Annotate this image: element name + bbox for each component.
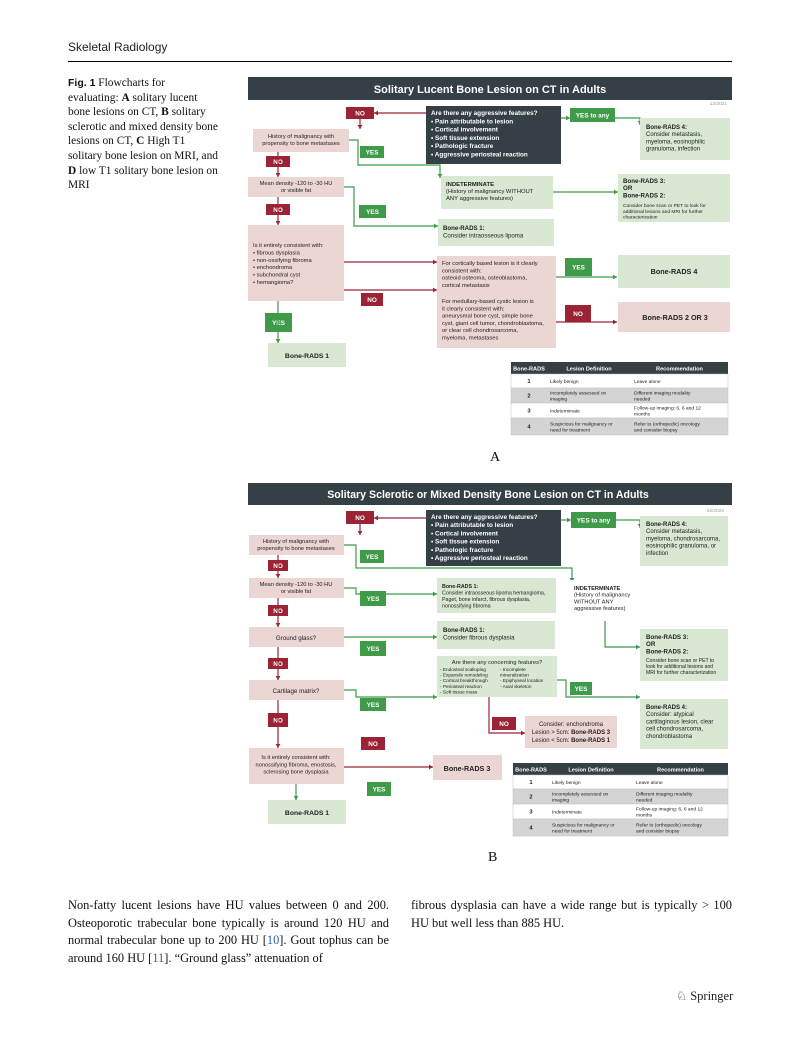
fig-b-aggressive-line-3: • Soft tissue extension — [431, 538, 500, 546]
fig-a-bone4-top-line-0: Bone-RADS 4: — [646, 125, 688, 131]
fig-a-history-line-1: propensity to bone metastases — [262, 141, 340, 147]
fig-b-bone1-lipoma-line-2: Paget, bone infarct, fibrous dysplasia, — [442, 597, 531, 603]
fig-b-table-cell-0-2-0: Leave alone — [636, 781, 663, 786]
fig-b-concerning-right-line-0: - Incomplete — [500, 667, 526, 672]
fig-a-aggressive-line-5: • Aggressive periosteal reaction — [431, 151, 528, 159]
fig-b-indeterminate-line-2: WITHOUT ANY — [574, 599, 614, 606]
fig-a-consistent-line-5: • hemangioma? — [253, 280, 294, 286]
fig-b-indeterminate-line-1: (History of malignancy — [574, 592, 631, 599]
fig-b-bone3or2-body-line-1: look for additional lesions and — [646, 664, 714, 670]
fig-b-enchondroma-line-0: Consider: enchondroma — [538, 722, 604, 728]
fig-b-aggressive-line-4: • Pathologic fracture — [431, 546, 494, 554]
springer-horse-icon: ♘ — [676, 989, 688, 1003]
fig-b-table-header-0: Bone-RADS — [515, 767, 547, 774]
body-column-right — [411, 897, 732, 932]
fig-a-consistent-line-0: Is it entirely consistent with: — [253, 243, 324, 249]
fig-a-medullary-line-4: or clear cell chondrosarcoma, — [442, 328, 519, 335]
fig-a-table-cell-2-2-1: months — [634, 412, 651, 418]
fig-a-date: 12/2021 — [709, 102, 727, 107]
fig-a-no-4-label: NO — [367, 296, 377, 304]
fig-a-bone1-lipoma-line-0: Bone-RADS 1: — [443, 225, 485, 232]
fig-a-bone3or2-head-line-0: Bone-RADS 3: — [623, 178, 666, 185]
fig-a-cortical-line-0: For cortically based lesion is it clearly — [442, 261, 538, 267]
fig-a-no-3-label: NO — [273, 206, 283, 214]
fig-a-medullary-line-5: myeloma, metastases — [442, 335, 499, 342]
fig-b-table-cell-0-0-0: 1 — [529, 780, 533, 786]
fig-a-medullary-line-3: cyst, giant cell tumor, chondroblastoma, — [442, 320, 544, 327]
fig-b-yes-2-label: YES — [366, 595, 380, 603]
fig-b-enchondroma-line-2: Lesion < 5cm: Bone-RADS 1 — [531, 738, 611, 744]
fig-b-table-cell-2-2-0: Follow-up imaging: 6, 6 and 12 — [636, 807, 703, 813]
fig-b-concerning-left-line-3: - Periosteal reaction — [440, 683, 482, 689]
fig-b-concerning-left-line-1: - Expansile remodeling — [440, 672, 488, 678]
fig-b-table-cell-1-2-0: Different imaging modality — [636, 792, 693, 798]
fig-a-no-5-label: NO — [573, 310, 583, 318]
fig-b-enchondroma-line-1: Lesion > 5cm: Bone-RADS 3 — [531, 730, 611, 736]
fig-a-table-cell-2-1-0: Indeterminate — [550, 409, 580, 415]
fig-b-bone4-top-line-1: Consider metastasis, — [646, 529, 703, 536]
fig-a-density-box — [248, 177, 344, 197]
fig-b-bone4-atyp-line-1: Consider: atypical — [646, 712, 694, 719]
fig-b-table-header-1: Lesion Definition — [568, 767, 614, 774]
fig-a-table-row-0 — [511, 374, 728, 388]
fig-a-consistent-line-3: • enchondroma — [253, 265, 293, 272]
fig-b-table-cell-1-0-0: 2 — [529, 794, 533, 801]
fig-b-bone1-bottom: Bone-RADS 1 — [284, 810, 330, 817]
fig-b-yes-any-label: YES to any — [576, 517, 611, 525]
fig-b-table-header-2: Recommendation — [657, 767, 704, 774]
fig-b-concerning-right-line-1: mineralization — [500, 672, 529, 678]
fig-b-yes-1-label: YES — [365, 553, 379, 561]
fig-b-table-cell-3-2-0: Refer to (orthopedic) oncology — [636, 823, 702, 829]
fig-b-history-line-0: History of malignancy with — [262, 539, 330, 545]
fig-a-bone3or2-head-line-1: OR — [623, 185, 633, 193]
fig-a-yes-3-label: YES — [572, 264, 585, 272]
fig-a-no-2-label: NO — [273, 158, 283, 166]
fig-b-concerning-right-line-2: - Epiphyseal location — [500, 678, 544, 684]
fig-a-table-cell-2-0-0: 3 — [527, 408, 531, 415]
fig-a-yes-2-label: YES — [366, 208, 379, 216]
fig-a-title: Solitary Lucent Bone Lesion on CT in Adults — [373, 84, 607, 96]
fig-a-yes-any-label: YES to any — [575, 112, 610, 120]
fig-a-bone4-top-line-3: granuloma, infection — [646, 146, 701, 153]
fig-b-density-box — [249, 578, 344, 598]
fig-a-table-cell-0-2-0: Leave alone — [634, 380, 661, 385]
fig-a-bone1-bottom: Bone-RADS 1 — [284, 353, 330, 360]
fig-a-consistent-line-4: • subchondral cyst — [253, 272, 301, 279]
fig-a-table-row-1 — [511, 388, 728, 403]
fig-b-no-2-label: NO — [273, 562, 283, 570]
caption-part-6: High T1 solitary bone lesion on MRI, and — [68, 135, 218, 162]
fig-b-table-cell-2-1-0: Indeterminate — [552, 810, 582, 816]
fig-a-bone3or2-head-line-2: Bone-RADS 2: — [623, 192, 666, 200]
fig-b-bone3or2-head-line-2: Bone-RADS 2: — [646, 648, 689, 656]
fig-a-aggressive-line-3: • Soft tissue extension — [431, 134, 500, 142]
fig-b-bone1-lipoma-line-3: nonossifying fibroma — [442, 603, 491, 610]
fig-a-table-cell-3-1-1: need for treatment — [550, 428, 590, 434]
figure-caption — [68, 76, 218, 193]
fig-a-bone4-top-line-2: myeloma, eosinophilic — [646, 139, 706, 146]
body-left-text-2: ]. Gout tophus can be around 160 HU [ — [68, 933, 389, 965]
fig-a-table-cell-1-2-0: Different imaging modality — [634, 391, 691, 397]
fig-b-bone4-top-line-0: Bone-RADS 4: — [646, 522, 688, 528]
fig-b-no-5-label: NO — [273, 717, 283, 725]
fig-b-table-cell-3-2-1: and consider biopsy — [636, 829, 680, 835]
fig-a-medullary-line-2: aneurysmal bone cyst, simple bone — [442, 313, 533, 320]
fig-b-table-cell-0-1-0: Likely benign — [552, 781, 581, 786]
fig-a-table-cell-1-2-1: needed — [634, 397, 651, 403]
fig-b-aggressive-line-5: • Aggressive periosteal reaction — [431, 555, 528, 562]
fig-b-bone1-lipoma-line-0: Bone-RADS 1: — [442, 584, 479, 590]
fig-b-bone1-fd-line-1: Consider fibrous dysplasia — [443, 634, 515, 642]
body-left-text-4: ]. “Ground glass” attenuation of — [164, 950, 323, 965]
fig-a-indeterminate-line-1: (History of malignancy WITHOUT — [446, 189, 534, 195]
fig-a-aggressive-line-0: Are there any aggressive features? — [431, 110, 538, 117]
fig-b-bone1-fd-line-0: Bone-RADS 1: — [443, 627, 485, 634]
fig-b-density-line-1: or visible fat — [280, 589, 312, 595]
fig-a-medullary-line-1: it clearly consistent with: — [442, 306, 505, 313]
fig-b-concerning-title: Are there any concerning features? — [451, 660, 543, 666]
header-rule — [68, 61, 732, 62]
fig-a-bone3or2-body-line-2: characterization — [623, 215, 658, 221]
fig-a-table-cell-2-2-0: Follow-up imaging: 6, 6 and 12 — [634, 406, 701, 412]
fig-a-bone3or2-body-line-1: additional lesions and MRI for further — [623, 209, 703, 215]
caption-part-4: solitary sclerotic and mixed density bone lesions on CT, — [68, 106, 218, 148]
fig-b-bone4-atyp-line-3: cell chondrosarcoma, — [646, 726, 704, 733]
fig-b-table-row-0 — [513, 775, 728, 789]
fig-b-yes-3-label: YES — [366, 645, 380, 653]
fig-a-aggressive-line-1: • Pain attributable to lesion — [431, 118, 514, 126]
fig-a-consistent-line-1: • fibrous dysplasia — [253, 250, 300, 257]
fig-a-bone1-lipoma-line-1: Consider intraosseous lipoma — [443, 232, 524, 240]
caption-part-1: A — [121, 91, 130, 104]
fig-a-bone4-right: Bone-RADS 4 — [650, 267, 698, 276]
subfigure-label-b: B — [488, 850, 498, 865]
fig-b-table-cell-2-2-1: months — [636, 813, 653, 819]
body-column-left — [68, 897, 389, 967]
fig-b-concerning-left-line-0: - Endosteal scalloping — [440, 667, 486, 672]
fig-b-bone3or2-head-line-1: OR — [646, 641, 656, 649]
fig-b-yes-4-label: YES — [574, 685, 588, 693]
fig-a-yes-1-label: YES — [365, 149, 379, 157]
fig-a-bone2or3: Bone-RADS 2 OR 3 — [642, 313, 708, 322]
fig-b-concerning-left-line-2: - Cortical breakthrough — [440, 678, 488, 684]
fig-b-concerning-right-line-3: - Axial skeleton — [500, 683, 532, 689]
caption-part-0: Flowcharts for evaluating: — [68, 77, 166, 104]
fig-a-table-cell-3-0-0: 4 — [527, 424, 531, 431]
fig-b-table-cell-3-1-1: need for treatment — [552, 829, 592, 835]
fig-b-density-line-0: Mean density -120 to -30 HU — [259, 582, 333, 588]
fig-b-date: 02/2022 — [706, 509, 724, 514]
fig-b-bone4-top-line-3: eosinophilic granuloma, or — [646, 543, 717, 550]
fig-b-bone3: Bone-RADS 3 — [443, 764, 491, 773]
fig-a-table-cell-1-1-0: Incompletely assessed on — [550, 391, 607, 397]
fig-a-yes-bottom-label: YES — [272, 319, 285, 327]
fig-b-table-cell-1-1-1: imaging — [552, 798, 570, 804]
fig-a-table-cell-0-0-0: 1 — [527, 379, 531, 385]
fig-a-cortical-line-1: consistent with: — [442, 268, 482, 275]
fig-b-bone4-atyp-line-4: chondroblastoma — [646, 733, 693, 740]
body-right-text-0: fibrous dysplasia can have a wide range but is typically > 100 HU but well less than 885 HU. — [411, 898, 732, 930]
fig-a-aggressive-line-4: • Pathologic fracture — [431, 143, 494, 151]
fig-b-consistent-line-2: sclerosing bone dysplasia — [263, 769, 329, 776]
fig-a-aggressive-line-2: • Cortical involvement — [431, 126, 498, 134]
fig-b-consistent-line-0: Is it entirely consistent with: — [261, 755, 331, 761]
fig-b-aggressive-line-0: Are there any aggressive features? — [431, 514, 538, 521]
journal-name: Skeletal Radiology — [68, 40, 168, 54]
publisher-footer — [676, 988, 733, 1004]
fig-b-bone3or2-body-line-2: MRI for further characterization — [646, 670, 717, 676]
publisher-name: Springer — [690, 989, 734, 1003]
fig-b-bone3or2-head-line-0: Bone-RADS 3: — [646, 634, 689, 641]
fig-a-table-cell-0-1-0: Likely benign — [550, 380, 579, 385]
fig-a-table-cell-3-2-0: Refer to (orthopedic) oncology — [634, 422, 700, 428]
caption-part-2: solitary lucent bone lesions on CT, — [68, 91, 198, 119]
fig-b-bone4-atyp-line-2: cartilaginous lesion, clear — [646, 719, 714, 726]
fig-b-consistent-line-1: nonossifying fibroma, enostosis, — [255, 762, 337, 769]
fig-b-table-cell-2-0-0: 3 — [529, 809, 533, 816]
fig-b-bone4-top-line-4: infection — [646, 550, 669, 557]
fig-b-no-3-label: NO — [273, 607, 283, 615]
subfigure-label-a: A — [490, 450, 501, 465]
body-left-text-0: Non-fatty lucent lesions have HU values between 0 and 200. Osteoporotic trabecular bone typically is around 120 HU and normal trabecular bone up to 200 HU [ — [68, 898, 389, 947]
fig-b-bone4-atyp-line-0: Bone-RADS 4: — [646, 705, 688, 711]
fig-b-no-1-label: NO — [355, 514, 365, 522]
fig-b-table-cell-1-2-1: needed — [636, 798, 653, 804]
caption-text — [68, 77, 218, 191]
fig-a-table-header-2: Recommendation — [656, 366, 703, 373]
fig-b-table-cell-3-1-0: Suspicious for malignancy or — [552, 823, 615, 829]
fig-a-indeterminate-line-2: ANY aggressive features) — [446, 196, 514, 202]
fig-b-indeterminate-line-0: INDETERMINATE — [574, 586, 621, 592]
fig-a-table-header-1: Lesion Definition — [566, 366, 612, 373]
fig-b-table-cell-3-0-0: 4 — [529, 825, 533, 832]
fig-a-consistent-line-2: • non-ossifying fibroma — [253, 257, 312, 264]
fig-b-concerning-left-line-4: - Soft tissue mass — [440, 689, 478, 695]
fig-b-aggressive-line-2: • Cortical involvement — [431, 530, 498, 538]
fig-b-no-4-label: NO — [273, 660, 283, 668]
body-left-citation-1[interactable]: 10 — [266, 933, 280, 947]
fig-a-density-line-1: or visible fat — [280, 188, 312, 194]
fig-b-table-cell-1-1-0: Incompletely assessed on — [552, 792, 609, 798]
fig-a-history-line-0: History of malignancy with — [267, 134, 335, 140]
fig-a-table-cell-3-2-1: and consider biopsy — [634, 428, 678, 434]
fig-a-table-cell-3-1-0: Suspicious for malignancy or — [550, 422, 613, 428]
fig-b-yes-bottom-label: YES — [372, 786, 386, 794]
fig-a-cortical-line-2: osteoid osteoma, osteoblastoma, — [442, 275, 528, 282]
fig-a-cortical-line-3: cortical metastasis — [442, 282, 490, 289]
fig-a-bone3or2-body-line-0: Consider bone scan or PET to look for — [623, 204, 706, 209]
fig-b-title: Solitary Sclerotic or Mixed Density Bone Lesion on CT in Adults — [327, 489, 649, 501]
fig-a-medullary-line-0: For medullary-based cystic lesion is — [442, 299, 534, 305]
fig-a-table-header-0: Bone-RADS — [513, 366, 545, 373]
caption-part-5: C — [136, 135, 145, 148]
fig-b-cartilage: Cartilage matrix? — [272, 688, 320, 695]
fig-a-indeterminate-line-0: INDETERMINATE — [446, 182, 494, 188]
fig-a-density-line-0: Mean density -120 to -30 HU — [259, 181, 333, 187]
fig-b-ground: Ground glass? — [275, 635, 317, 642]
fig-a-bone4-top-line-1: Consider metastasis, — [646, 132, 703, 139]
caption-label: Fig. 1 — [68, 77, 96, 89]
fig-b-bone4-top-line-2: myeloma, chondrosarcoma, — [646, 536, 721, 543]
flowchart-a — [248, 77, 732, 441]
fig-a-no-1-label: NO — [355, 110, 365, 118]
fig-b-history-box — [249, 535, 344, 555]
caption-part-7: D — [68, 164, 77, 177]
fig-b-no-7-label: NO — [499, 720, 509, 728]
fig-b-no-6-label: NO — [368, 740, 378, 748]
body-left-citation-3[interactable]: 11 — [152, 950, 165, 965]
fig-a-table-cell-1-0-0: 2 — [527, 393, 531, 400]
fig-b-history-line-1: propensity to bone metastases — [257, 546, 335, 552]
caption-part-3: B — [161, 106, 169, 119]
fig-b-indeterminate-line-3: aggressive features) — [574, 606, 626, 613]
fig-b-bone1-lipoma-line-1: Consider intraosseous lipoma hemangioma, — [442, 590, 546, 597]
fig-b-bone3or2-body-line-0: Consider bone scan or PET to — [646, 658, 715, 664]
fig-b-yes-5-label: YES — [366, 701, 380, 709]
fig-b-aggressive-line-1: • Pain attributable to lesion — [431, 522, 514, 530]
fig-b-table-row-1 — [513, 789, 728, 804]
caption-part-8: low T1 solitary bone lesion on MRI — [68, 164, 218, 192]
fig-a-table-cell-1-1-1: imaging — [550, 397, 568, 403]
flowchart-b — [248, 483, 732, 845]
